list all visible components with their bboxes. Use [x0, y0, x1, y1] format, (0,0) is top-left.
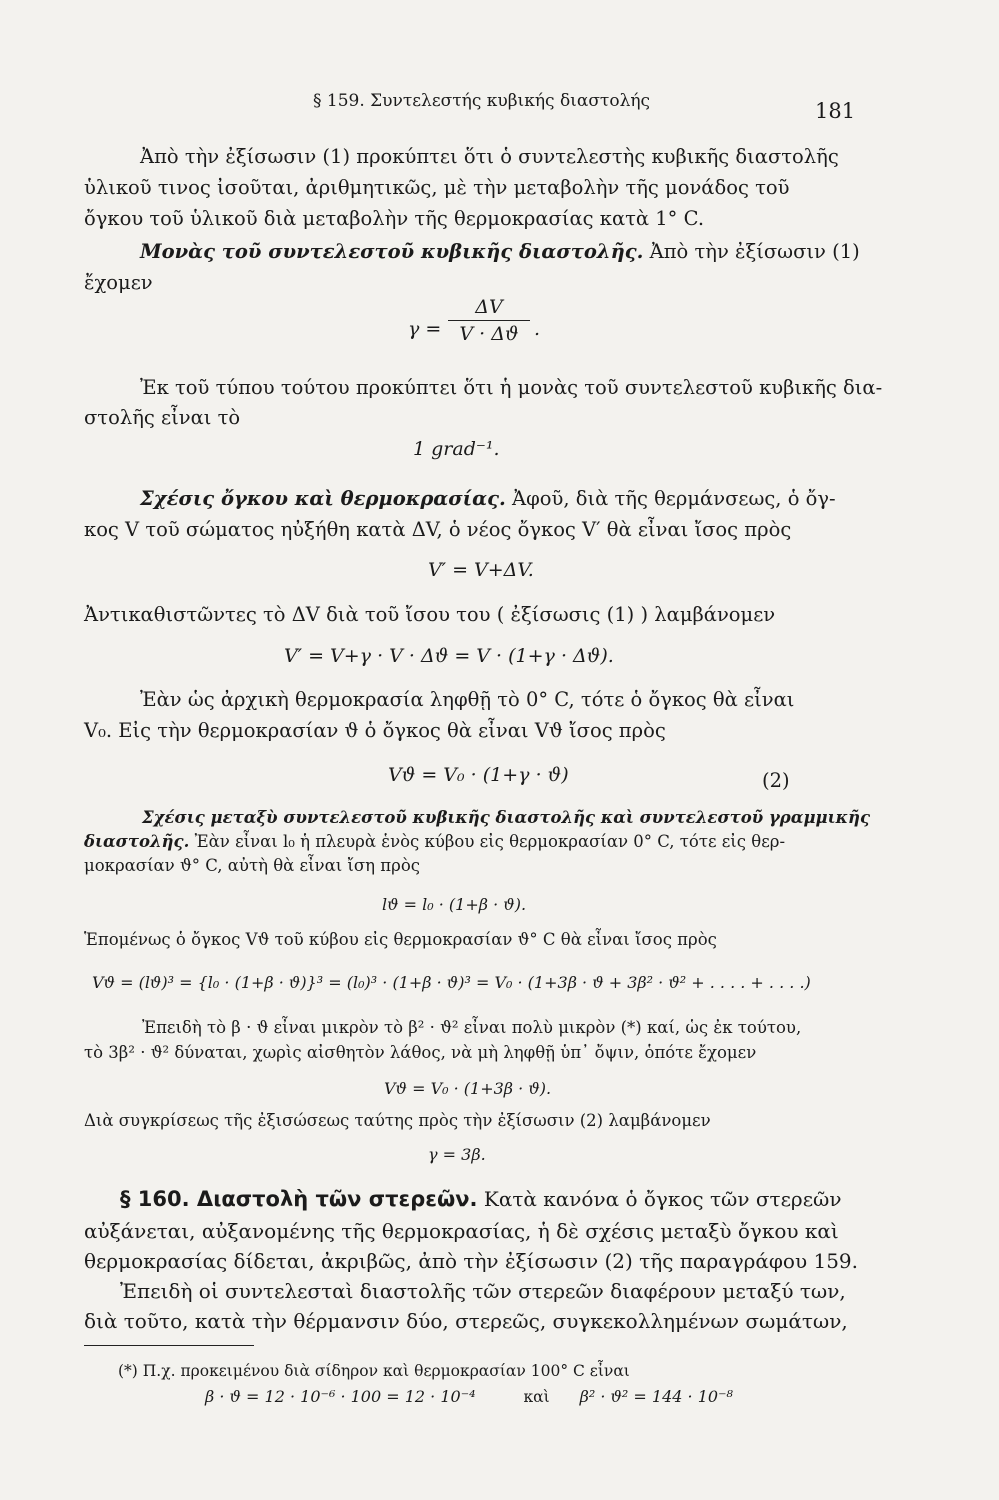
equation-gamma-beta: γ = 3β. — [428, 1145, 486, 1164]
small-line: Ἑπομένως ὁ ὄγκος Vϑ τοῦ κύβου εἰς θερμοκρασίαν ϑ° C θὰ εἶναι ἴσος πρὸς — [84, 930, 717, 949]
equation-gamma-fraction — [448, 296, 530, 345]
body-line: Ἐκ τοῦ τύπου τούτου προκύπτει ὅτι ἡ μονὰς τοῦ συντελεστοῦ κυβικῆς δια- — [140, 376, 883, 399]
footnote-kai: καὶ — [523, 1388, 550, 1406]
section-160-first-line: § 160. Διαστολὴ τῶν στερεῶν. Κατὰ κανόνα ὁ ὄγκος τῶν στερεῶν — [120, 1187, 842, 1211]
unit-paragraph — [140, 239, 860, 265]
body-line: ὑλικοῦ τινος ἰσοῦται, ἀριθμητικῶς, μὲ τὴν μεταβολὴν τῆς μονάδος τοῦ — [84, 176, 790, 199]
fraction-numerator: ΔV — [475, 296, 503, 318]
small-line: Ἐπειδὴ τὸ β · ϑ εἶναι μικρὸν τὸ β² · ϑ² εἶναι πολὺ μικρὸν (*) καί, ὡς ἐκ τούτου, — [142, 1018, 802, 1037]
page-number: 181 — [815, 99, 856, 123]
footnote-line: (*) Π.χ. προκειμένου διὰ σίδηρον καὶ θερμοκρασίαν 100° C εἶναι — [118, 1362, 630, 1380]
footnote-rule — [84, 1345, 254, 1346]
equation-v4: Vϑ = V₀ · (1+3β · ϑ). — [384, 1079, 552, 1098]
equation-v3: Vϑ = V₀ · (1+γ · ϑ) — [388, 764, 569, 786]
volume-paragraph — [140, 486, 836, 512]
small-line: τὸ 3β² · ϑ² δύναται, χωρὶς αἰσθητὸν λάθος, νὰ μὴ ληφθῇ ὑπ᾽ ὄψιν, ὁπότε ἔχομεν — [84, 1043, 757, 1062]
body-line: V₀. Εἰς τὴν θερμοκρασίαν ϑ ὁ ὄγκος θὰ εἶναι Vϑ ἴσος πρὸς — [84, 719, 666, 742]
equation-gamma-lhs: γ = — [408, 318, 442, 340]
equation-long: Vϑ = (lϑ)³ = {l₀ · (1+β · ϑ)}³ = (l₀)³ · (1+β · ϑ)³ = V₀ · (1+3β · ϑ + 3β² · ϑ² + . . . . + . . . .) — [92, 973, 811, 992]
fraction-denominator: V · Δϑ — [459, 323, 519, 345]
running-title: § 159. Συντελεστής κυβικής διαστολής — [313, 91, 651, 111]
equation-unit: 1 grad⁻¹. — [413, 438, 500, 460]
relation-paragraph: διαστολῆς. Ἐὰν εἶναι l₀ ἡ πλευρὰ ἑνὸς κύβου εἰς θερμοκρασίαν 0° C, τότε εἰς θερ- — [84, 832, 786, 851]
body-line: αὐξάνεται, αὐξανομένης τῆς θερμοκρασίας, ἡ δὲ σχέσις μεταξὺ ὄγκου καὶ — [84, 1219, 839, 1243]
body-line: διὰ τοῦτο, κατὰ τὴν θέρμανσιν δύο, στερεῶς, συγκεκολλημένων σωμάτων, — [84, 1309, 848, 1333]
body-line: ὄγκου τοῦ ὑλικοῦ διὰ μεταβολὴν τῆς θερμοκρασίας κατὰ 1° C. — [84, 207, 705, 230]
small-line: Διὰ συγκρίσεως τῆς ἐξισώσεως ταύτης πρὸς τὴν ἐξίσωσιν (2) λαμβάνομεν — [84, 1111, 711, 1130]
volume-text: Ἀφοῦ, διὰ τῆς θερμάνσεως, ὁ ὄγ- — [512, 487, 836, 510]
small-line: μοκρασίαν ϑ° C, αὐτὴ θὰ εἶναι ἴση πρὸς — [84, 856, 421, 875]
equation-v1: V′ = V+ΔV. — [428, 559, 534, 581]
body-line: Ἐὰν ὡς ἀρχικὴ θερμοκρασία ληφθῇ τὸ 0° C, τότε ὁ ὄγκος θὰ εἶναι — [140, 688, 795, 711]
unit-heading: Μονὰς τοῦ συντελεστοῦ κυβικῆς διαστολῆς. — [140, 240, 644, 263]
relation-heading: Σχέσις μεταξὺ συντελεστοῦ κυβικῆς διαστολῆς καὶ συντελεστοῦ γραμμικῆς — [142, 808, 871, 827]
body-line: Ἀπὸ τὴν ἐξίσωσιν (1) προκύπτει ὅτι ὁ συντελεστὴς κυβικῆς διαστολῆς — [140, 145, 839, 168]
body-line: θερμοκρασίας δίδεται, ἀκριβῶς, ἀπὸ τὴν ἐξίσωσιν (2) τῆς παραγράφου 159. — [84, 1249, 859, 1273]
footnote-eq-b: β² · ϑ² = 144 · 10⁻⁸ — [579, 1387, 733, 1406]
footnote-eq-a: β · ϑ = 12 · 10⁻⁶ · 100 = 12 · 10⁻⁴ — [205, 1387, 476, 1406]
body-line: στολῆς εἶναι τὸ — [84, 406, 241, 429]
footnote-equations — [205, 1386, 733, 1408]
equation-number: (2) — [762, 769, 790, 792]
body-line: κος V τοῦ σώματος ηὐξήθη κατὰ ΔV, ὁ νέος ὄγκος V′ θὰ εἶναι ἴσος πρὸς — [84, 518, 792, 541]
body-line: Ἀντικαθιστῶντες τὸ ΔV διὰ τοῦ ἴσου του ( ἐξίσωσις (1) ) λαμβάνομεν — [84, 603, 776, 626]
equation-l: lϑ = l₀ · (1+β · ϑ). — [382, 895, 527, 914]
section-160-title: § 160. Διαστολὴ τῶν στερεῶν. — [120, 1187, 478, 1211]
fraction-bar — [448, 320, 530, 321]
body-line: ἔχομεν — [84, 271, 153, 294]
equation-gamma-end: . — [534, 318, 541, 340]
volume-heading: Σχέσις ὄγκου καὶ θερμοκρασίας. — [140, 487, 506, 510]
body-line: Ἐπειδὴ οἱ συντελεσταὶ διαστολῆς τῶν στερεῶν διαφέρουν μεταξύ των, — [120, 1279, 846, 1303]
unit-text: Ἀπὸ τὴν ἐξίσωσιν (1) — [649, 240, 860, 263]
equation-v2: V′ = V+γ · V · Δϑ = V · (1+γ · Δϑ). — [284, 645, 614, 667]
